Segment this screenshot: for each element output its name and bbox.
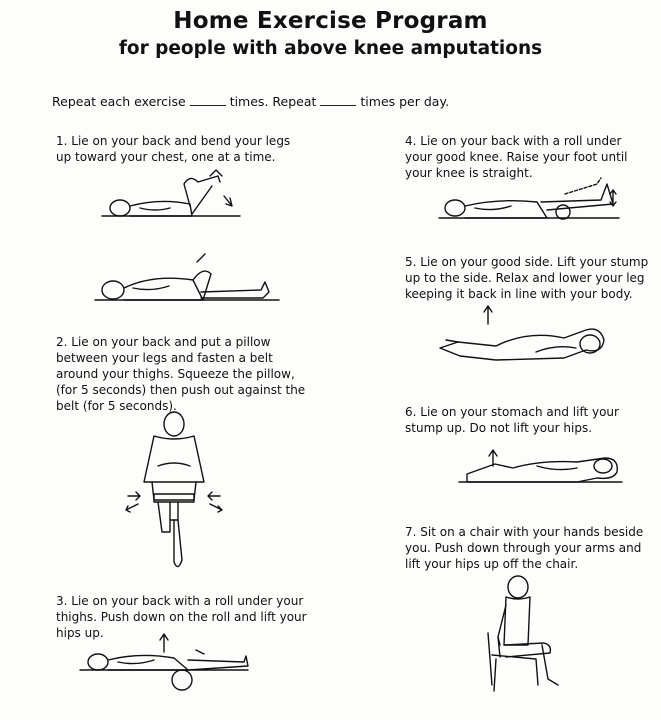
exercise-2-illustration [124, 410, 224, 580]
repeat-text-2: times. Repeat [229, 94, 317, 109]
exercise-3-illustration [78, 630, 253, 705]
exercise-7-text: 7. Sit on a chair with your hands beside you. Push down through your arms and lift your hips up off the chair. [405, 525, 644, 571]
exercise-1-illustration-b [93, 246, 283, 308]
repeat-text-1: Repeat each exercise [52, 94, 186, 109]
repeat-text-3: times per day. [360, 94, 450, 109]
repeat-instructions [52, 94, 449, 109]
page-title: Home Exercise Program [173, 8, 488, 34]
exercise-1-text: 1. Lie on your back and bend your legs up toward your chest, one at a time. [56, 134, 291, 164]
exercise-5-illustration [436, 300, 621, 372]
exercise-4-text: 4. Lie on your back with a roll under your good knee. Raise your foot until your knee is straight. [405, 134, 628, 180]
exercise-5-text: 5. Lie on your good side. Lift your stump up to the side. Relax and lower your leg keeping it back in line with your body. [405, 255, 649, 301]
exercise-6-text: 6. Lie on your stomach and lift your stump up. Do not lift your hips. [405, 405, 619, 435]
per-day-blank [320, 95, 356, 106]
exercise-7-illustration [476, 575, 566, 705]
exercise-4-illustration [437, 176, 622, 228]
times-blank [190, 95, 226, 106]
page-subtitle: for people with above knee amputations [118, 38, 543, 59]
exercise-1-illustration-a [100, 168, 250, 230]
exercise-3-text: 3. Lie on your back with a roll under your thighs. Push down on the roll and lift your hips up. [56, 594, 307, 640]
exercise-6-illustration [457, 446, 627, 492]
exercise-2-text: 2. Lie on your back and put a pillow between your legs and fasten a belt around your thighs. Squeeze the pillow, (for 5 seconds) then push out against the belt (for 5 seconds). [56, 335, 306, 413]
